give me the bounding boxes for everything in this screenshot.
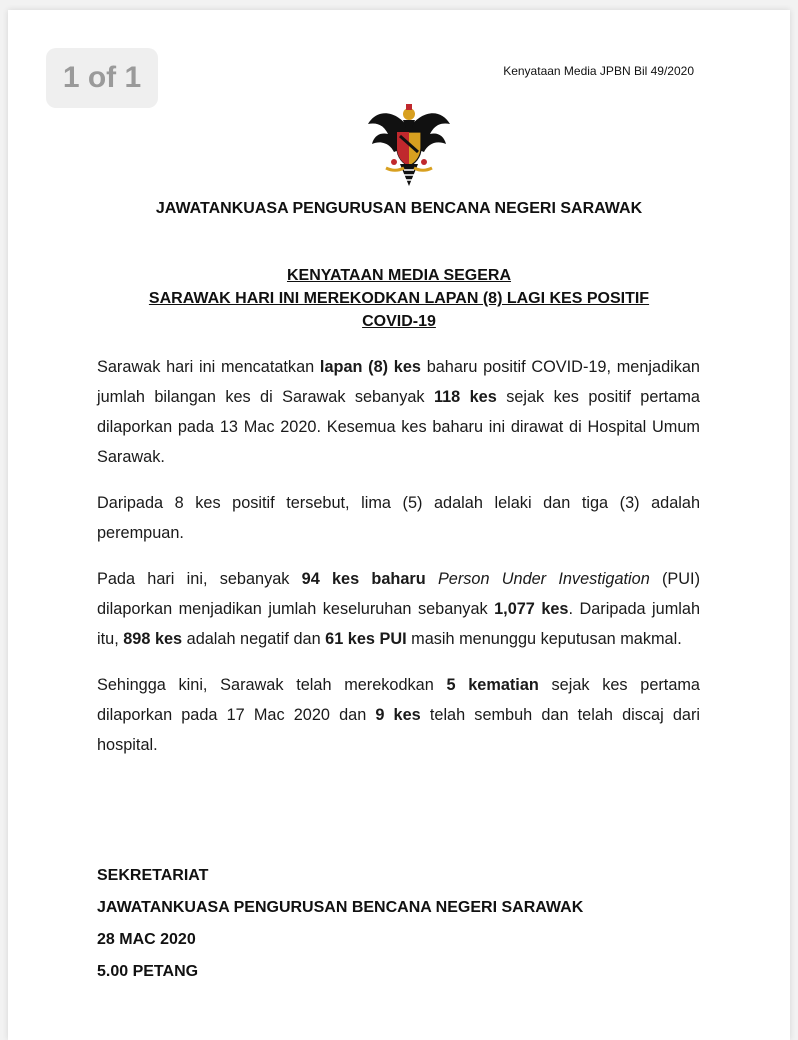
paragraph-gender-split [97,488,700,548]
media-reference-number: Kenyataan Media JPBN Bil 49/2020 [503,64,694,78]
italic-pui-term: Person Under Investigation [437,570,650,588]
text-run: sejak kes positif pertama dilaporkan pada 13 Mac 2020. Kesemua kes baharu ini dirawat di Hospital Umum Sarawak. [97,388,700,466]
headline-line-1: KENYATAAN MEDIA SEGERA [286,267,512,284]
bold-new-cases: lapan (8) kes [319,358,421,376]
text-run: sejak kes pertama dilaporkan pada 17 Mac 2020 dan [97,676,700,724]
bold-deaths: 5 kematian [446,676,539,694]
document-page [8,10,790,1040]
signature-secretariat: SEKRETARIAT [97,867,209,884]
paragraph-deaths-recoveries [97,670,700,760]
bold-total-pui: 1,077 kes [494,600,569,618]
text-run [426,570,438,588]
text-run: . Daripada jumlah itu, [97,600,700,648]
paragraph-pui [97,564,700,654]
text-run: baharu positif COVID-19, menjadikan jumlah bilangan kes di Sarawak sebanyak [97,358,700,406]
text-run: Pada hari ini, sebanyak [97,570,302,588]
headline-line-2: SARAWAK HARI INI MEREKODKAN LAPAN (8) LAGI KES POSITIF [148,290,650,307]
text-run: telah sembuh dan telah discaj dari hospital. [97,706,700,754]
text-run: (PUI) dilaporkan menjadikan jumlah keseluruhan sebanyak [97,570,700,618]
text-run: Sarawak hari ini mencatatkan [97,358,320,376]
signature-date: 28 MAC 2020 [97,931,196,948]
paragraph-new-cases [97,352,700,472]
page-counter-text: 1 of 1 [62,61,142,94]
headline-block [0,264,798,333]
bold-total-cases: 118 kes [433,388,497,406]
headline-line-3: COVID-19 [362,313,436,330]
signature-time: 5.00 PETANG [97,963,199,980]
text-run: adalah negatif dan [182,630,326,648]
text-run: Sehingga kini, Sarawak telah merekodkan [97,676,447,694]
organisation-title: JAWATANKUASA PENGURUSAN BENCANA NEGERI SARAWAK [155,200,643,217]
bold-recovered: 9 kes [375,706,421,724]
bold-negative: 898 kes [123,630,183,648]
sarawak-coat-of-arms-icon [364,98,454,188]
text-run: masih menunggu keputusan makmal. [406,630,682,648]
statement-body [97,352,700,776]
text-run: Daripada 8 kes positif tersebut, lima (5) adalah lelaki dan tiga (3) adalah perempuan. [97,494,700,542]
bold-pending: 61 kes PUI [325,630,407,648]
bold-new-pui: 94 kes baharu [301,570,426,588]
page-counter-badge [46,48,158,108]
signature-committee: JAWATANKUASA PENGURUSAN BENCANA NEGERI SARAWAK [97,899,584,916]
signature-block [97,860,583,988]
